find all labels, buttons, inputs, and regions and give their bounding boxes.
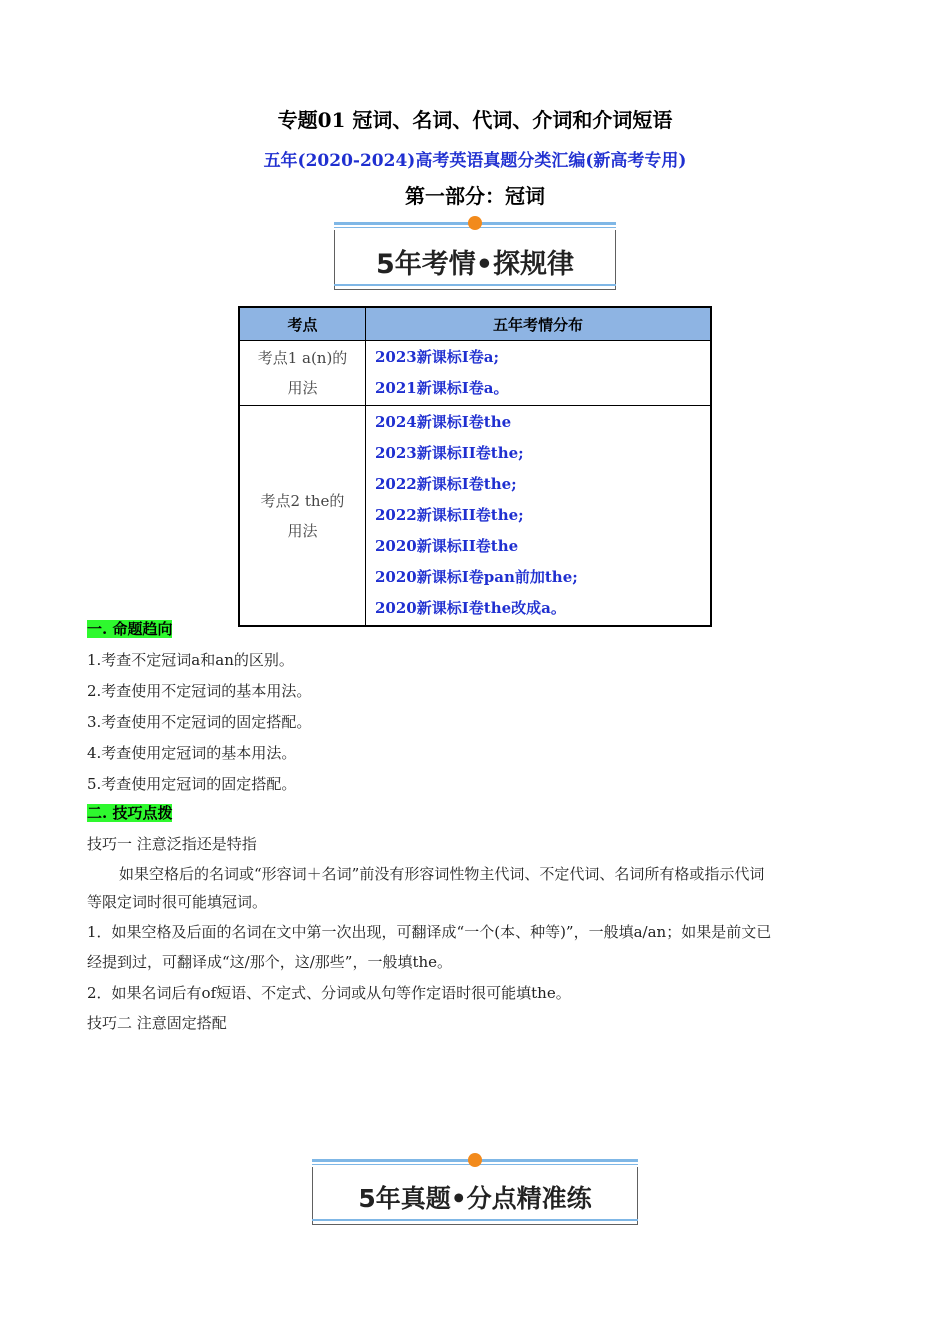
exam-distribution-table bbox=[238, 306, 712, 627]
paragraph: 如果空格后的名词或“形容词＋名词”前没有形容词性物主代词、不定代词、名词所有格或指示代词 bbox=[119, 865, 765, 883]
exam-item: 2020新课标I卷pan前加the; bbox=[375, 568, 578, 586]
point-label: 考点2 the的 bbox=[260, 491, 345, 510]
exam-item: 2022新课标II卷the; bbox=[375, 506, 524, 524]
list-item: 3.考查使用不定冠词的固定搭配。 bbox=[87, 713, 312, 731]
exam-item: 2020新课标I卷the改成a。 bbox=[375, 599, 566, 617]
paragraph-cont: 等限定词时很可能填冠词。 bbox=[87, 893, 268, 911]
table-header-point: 考点 bbox=[239, 307, 366, 341]
banner-bottom-line bbox=[334, 284, 616, 286]
paragraph-cont: 经提到过，可翻译成“这/那个，这/那些”，一般填the。 bbox=[87, 953, 453, 971]
section-heading: 二. 技巧点拨 bbox=[87, 804, 173, 822]
list-item: 4.考查使用定冠词的基本用法。 bbox=[87, 744, 297, 762]
banner-exam-trends bbox=[334, 222, 616, 290]
banner-past-exams bbox=[312, 1159, 638, 1225]
doc-title: 专题01 冠词、名词、代词、介词和介词短语 bbox=[277, 108, 673, 132]
part-heading: 第一部分：冠词 bbox=[405, 184, 545, 208]
list-item: 5.考查使用定冠词的固定搭配。 bbox=[87, 775, 297, 793]
paragraph: 1．如果空格及后面的名词在文中第一次出现，可翻译成“一个(本、种等)”，一般填a/an；如果是前文已 bbox=[87, 923, 772, 941]
distribution-cell bbox=[366, 341, 712, 406]
list-item: 2.考查使用不定冠词的基本用法。 bbox=[87, 682, 312, 700]
orange-dot-icon bbox=[468, 216, 482, 230]
table-header-distribution: 五年考情分布 bbox=[366, 307, 712, 341]
table-row bbox=[239, 341, 711, 406]
tip-heading: 技巧一 注意泛指还是特指 bbox=[87, 835, 257, 853]
exam-item: 2022新课标I卷the; bbox=[375, 475, 517, 493]
point-label-cont: 用法 bbox=[287, 521, 318, 540]
tip-heading: 技巧二 注意固定搭配 bbox=[87, 1014, 227, 1032]
doc-subtitle: 五年(2020-2024)高考英语真题分类汇编(新高考专用) bbox=[263, 151, 687, 171]
paragraph: 2．如果名词后有of短语、不定式、分词或从句等作定语时很可能填the。 bbox=[87, 984, 571, 1002]
exam-item: 2021新课标I卷a。 bbox=[375, 379, 509, 397]
point-label: 考点1 a(n)的 bbox=[257, 349, 348, 367]
table-header-row bbox=[239, 307, 711, 341]
exam-item: 2020新课标II卷the bbox=[375, 537, 519, 555]
banner-bottom-line bbox=[312, 1219, 638, 1221]
section-heading: 一. 命题趋向 bbox=[87, 620, 173, 638]
point-cell bbox=[239, 341, 366, 406]
distribution-cell bbox=[366, 406, 712, 627]
point-cell bbox=[239, 406, 366, 627]
exam-item: 2024新课标I卷the bbox=[375, 413, 512, 431]
table-row bbox=[239, 406, 711, 627]
exam-item: 2023新课标II卷the; bbox=[375, 444, 524, 462]
orange-dot-icon bbox=[468, 1153, 482, 1167]
list-item: 1.考查不定冠词a和an的区别。 bbox=[87, 651, 294, 669]
exam-item: 2023新课标I卷a; bbox=[375, 348, 500, 366]
banner-text: 5年真题•分点精准练 bbox=[358, 1184, 592, 1213]
point-label-cont: 用法 bbox=[287, 379, 318, 397]
banner-text: 5年考情•探规律 bbox=[375, 249, 575, 280]
